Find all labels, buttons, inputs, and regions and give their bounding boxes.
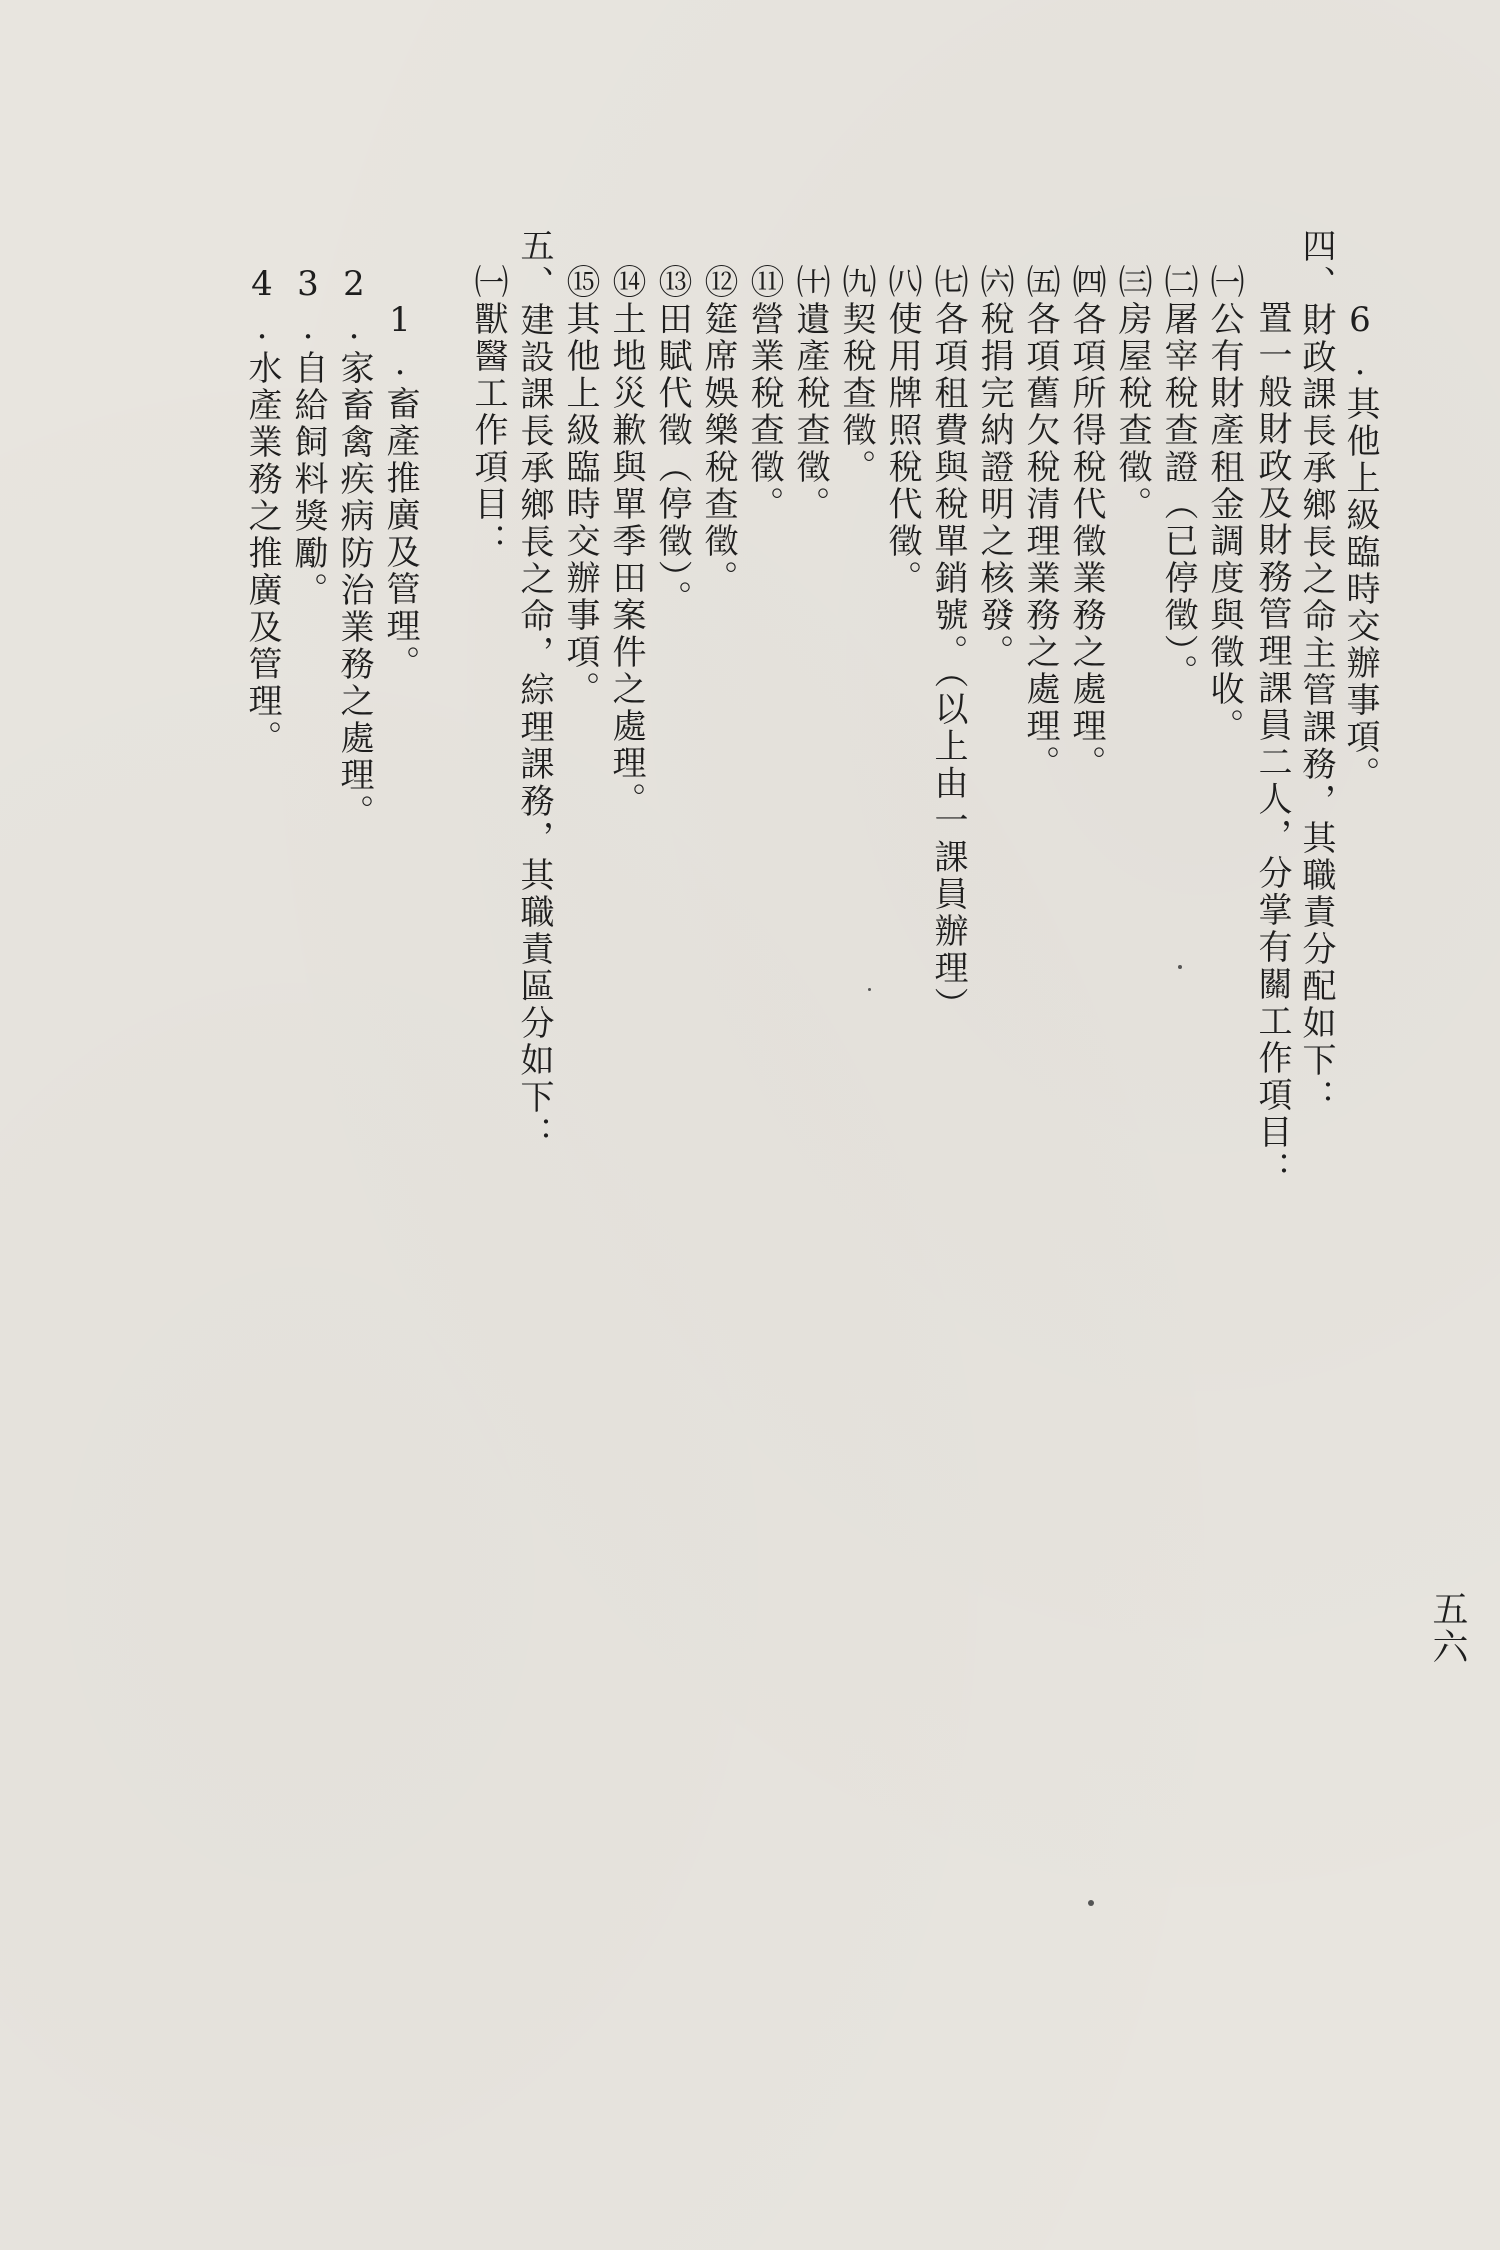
text-column-5: ㈡屠宰稅查證（已停徵）。	[1158, 264, 1198, 691]
text-column-15: ⑫筵席娛樂稅查徵。	[698, 264, 738, 597]
text-column-24: 4.水產業務之推廣及管理。	[242, 264, 282, 757]
text-column-10: ㈦各項租費與稅單銷號。（以上由一課員辦理）	[928, 264, 968, 1024]
scan-speck	[868, 988, 871, 991]
text-column-16: ⑬田賦代徵（停徵）。	[652, 264, 692, 617]
text-column-3: 置一般財政及財務管理課員二人，分掌有關工作項目：	[1252, 300, 1292, 1188]
text-column-2: 四、財政課長承鄉長之命主管課務，其職責分配如下：	[1296, 228, 1336, 1116]
text-column-9: ㈥稅捐完納證明之核發。	[974, 264, 1014, 671]
text-column-11: ㈧使用牌照稅代徵。	[882, 264, 922, 597]
text-column-22: 2.家畜禽疾病防治業務之處理。	[334, 264, 374, 831]
text-column-1: 6.其他上級臨時交辦事項。	[1340, 300, 1380, 793]
scan-speck	[1178, 965, 1182, 969]
text-column-21: 1.畜產推廣及管理。	[380, 300, 420, 682]
text-column-14: ⑪營業稅查徵。	[744, 264, 784, 523]
text-column-7: ㈣各項所得稅代徵業務之處理。	[1066, 264, 1106, 782]
text-column-4: ㈠公有財產租金調度與徵收。	[1204, 264, 1244, 745]
text-column-8: ㈤各項舊欠稅清理業務之處理。	[1020, 264, 1060, 782]
scan-speck	[1088, 1900, 1094, 1906]
page-number: 五六	[1427, 1590, 1468, 1666]
text-column-23: 3.自給飼料獎勵。	[288, 264, 328, 609]
text-column-18: ⑮其他上級臨時交辦事項。	[560, 264, 600, 708]
text-column-19: 五、建設課長承鄉長之命，綜理課務，其職責區分如下：	[514, 228, 554, 1153]
text-column-12: ㈨契稅查徵。	[836, 264, 876, 486]
text-column-17: ⑭土地災歉與單季田案件之處理。	[606, 264, 646, 819]
text-column-20: ㈠獸醫工作項目：	[468, 264, 508, 560]
text-column-13: ㈩遺產稅查徵。	[790, 264, 830, 523]
text-column-6: ㈢房屋稅查徵。	[1112, 264, 1152, 523]
